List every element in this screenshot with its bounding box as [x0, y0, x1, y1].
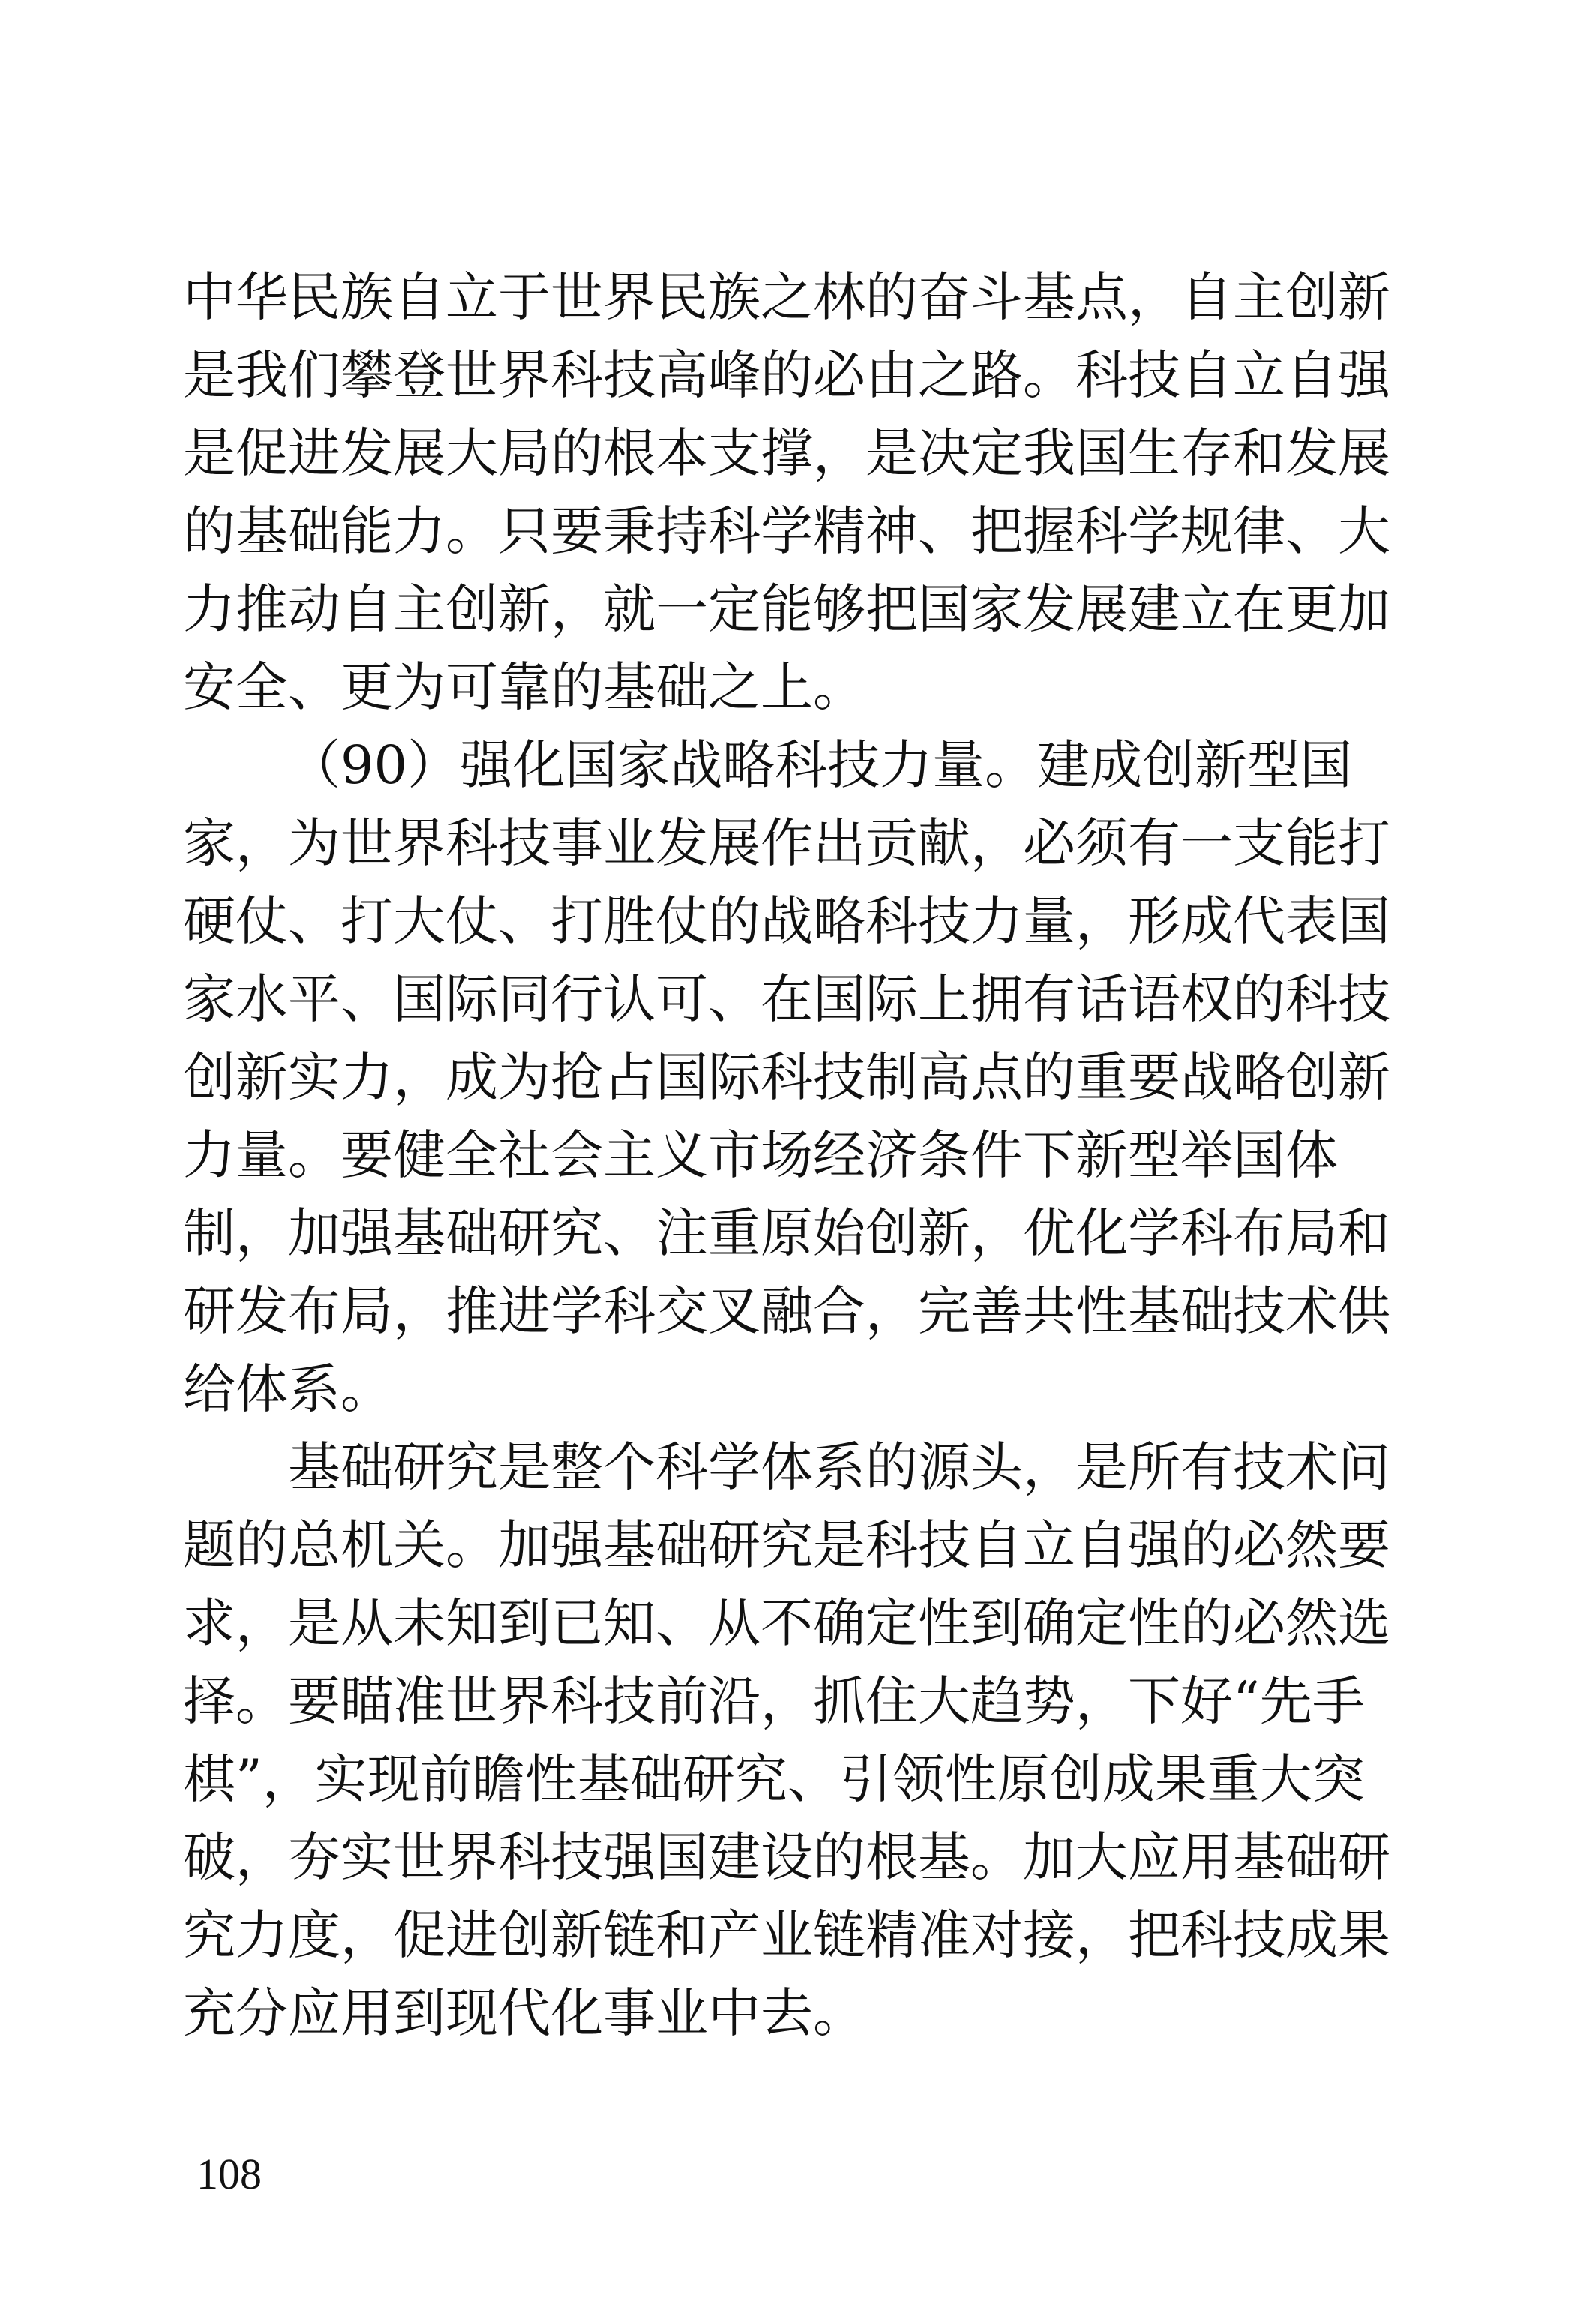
text-line: 究力度，促进创新链和产业链精准对接，把科技成果 — [183, 1904, 1390, 1966]
text-line: 择。要瞄准世界科技前沿，抓住大趋势，下好“先手 — [183, 1670, 1365, 1732]
text-line: 求，是从未知到已知、从不确定性到确定性的必然选 — [183, 1592, 1390, 1654]
text-line: 家，为世界科技事业发展作出贡献，必须有一支能打 — [183, 812, 1390, 874]
text-line: 的基础能力。只要秉持科学精神、把握科学规律、大 — [183, 500, 1390, 562]
page-number: 108 — [196, 2150, 262, 2198]
text-line: 破，夯实世界科技强国建设的根基。加大应用基础研 — [183, 1826, 1390, 1888]
text-line: 制，加强基础研究、注重原始创新，优化学科布局和 — [183, 1202, 1390, 1264]
paragraph-3 — [183, 1428, 1390, 2052]
text-line: 中华民族自立于世界民族之林的奋斗基点，自主创新 — [183, 266, 1390, 328]
text-line: 基础研究是整个科学体系的源头，是所有技术问 — [288, 1436, 1390, 1498]
text-line: 给体系。 — [183, 1358, 393, 1420]
body-text — [183, 258, 1390, 2052]
text-line: 力推动自主创新，就一定能够把国家发展建立在更加 — [183, 578, 1390, 640]
text-line: 研发布局，推进学科交叉融合，完善共性基础技术供 — [183, 1280, 1390, 1342]
section-heading-line: （90）强化国家战略科技力量。建成创新型国 — [288, 734, 1353, 796]
paragraph-2 — [183, 726, 1390, 1428]
text-line: 力量。要健全社会主义市场经济条件下新型举国体 — [183, 1124, 1338, 1186]
paragraph-1 — [183, 258, 1390, 726]
text-line: 是促进发展大局的根本支撑，是决定我国生存和发展 — [183, 422, 1390, 484]
text-line: 创新实力，成为抢占国际科技制高点的重要战略创新 — [183, 1046, 1390, 1108]
text-line: 充分应用到现代化事业中去。 — [183, 1982, 866, 2044]
text-line: 棋”，实现前瞻性基础研究、引领性原创成果重大突 — [183, 1748, 1365, 1810]
text-line: 家水平、国际同行认可、在国际上拥有话语权的科技 — [183, 968, 1390, 1030]
text-line: 题的总机关。加强基础研究是科技自立自强的必然要 — [183, 1514, 1390, 1576]
text-line: 是我们攀登世界科技高峰的必由之路。科技自立自强 — [183, 344, 1390, 406]
text-line: 硬仗、打大仗、打胜仗的战略科技力量，形成代表国 — [183, 890, 1390, 952]
text-line: 安全、更为可靠的基础之上。 — [183, 656, 866, 718]
